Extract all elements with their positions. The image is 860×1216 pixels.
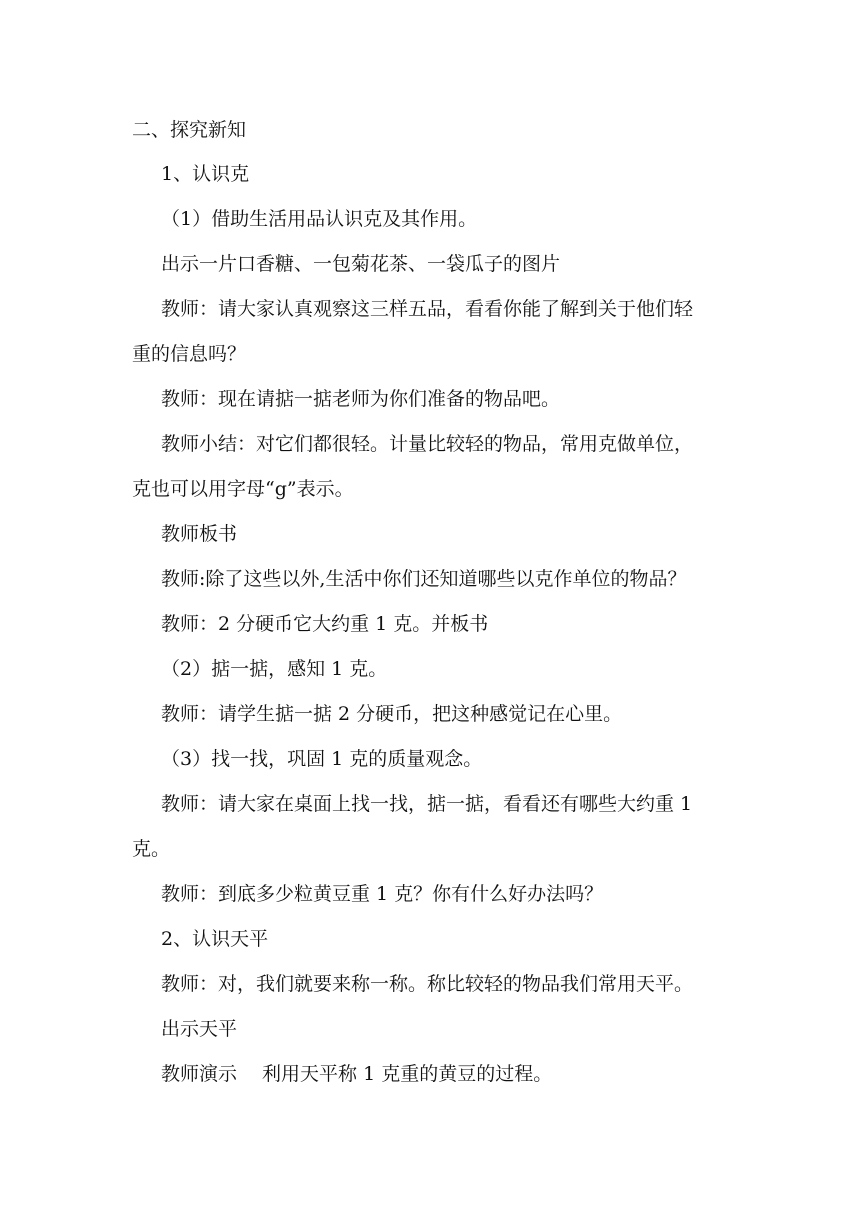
paragraph-line: 出示一片口香糖、一包菊花茶、一袋瓜子的图片	[161, 253, 561, 275]
paragraph-line: 教师：对，我们就要来称一称。称比较轻的物品我们常用天平。	[161, 973, 694, 995]
paragraph-line: 教师：请大家在桌面上找一找，掂一掂，看看还有哪些大约重 1	[161, 793, 693, 815]
paragraph-line: 教师：请大家认真观察这三样五品，看看你能了解到关于他们轻	[161, 298, 694, 320]
paragraph-line: 出示天平	[161, 1018, 238, 1040]
sub-item-heading: （3）找一找，巩固 1 克的质量观念。	[161, 748, 483, 770]
paragraph-line: 教师演示 利用天平称 1 克重的黄豆的过程。	[161, 1063, 553, 1085]
sub-item-heading: （1）借助生活用品认识克及其作用。	[161, 208, 478, 230]
paragraph-continuation: 克。	[132, 838, 171, 860]
paragraph-line: 教师：到底多少粒黄豆重 1 克？你有什么好办法吗？	[161, 883, 604, 905]
paragraph-continuation: 重的信息吗？	[132, 343, 247, 365]
sub-item-heading: （2）掂一掂，感知 1 克。	[161, 658, 388, 680]
paragraph-line: 教师：2 分硬币它大约重 1 克。并板书	[161, 613, 489, 635]
paragraph-line: 教师:除了这些以外,生活中你们还知道哪些以克作单位的物品？	[161, 568, 687, 590]
section-heading: 二、探究新知	[132, 119, 247, 141]
paragraph-line: 教师：请学生掂一掂 2 分硬币，把这种感觉记在心里。	[161, 703, 623, 725]
subsection-heading: 1、认识克	[161, 163, 250, 185]
paragraph-line: 教师：现在请掂一掂老师为你们准备的物品吧。	[161, 388, 561, 410]
subsection-heading: 2、认识天平	[161, 928, 269, 950]
paragraph-line: 教师板书	[161, 523, 238, 545]
paragraph-line: 教师小结：对它们都很轻。计量比较轻的物品，常用克做单位，	[161, 433, 694, 455]
paragraph-continuation: 克也可以用字母“g”表示。	[132, 478, 354, 500]
